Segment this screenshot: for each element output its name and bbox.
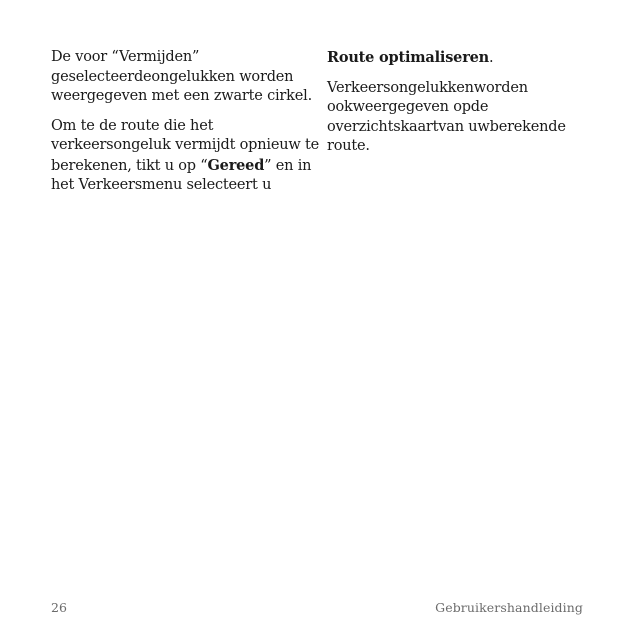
- manual-title: Gebruikershandleiding: [435, 600, 583, 615]
- recalculate-route-text-prefix: Om te de route die het verkeersongeluk vermijdt opnieuw te berekenen, tikt u op “: [51, 117, 319, 174]
- optimize-route-punct: .: [489, 50, 494, 66]
- recalculate-route-text-suffix: ” en in het Verkeersmenu selecteert u: [51, 157, 312, 193]
- left-column: [51, 48, 321, 206]
- optimize-route-paragraph: [327, 48, 597, 69]
- recalculate-route-paragraph: [51, 117, 321, 196]
- avoid-accidents-paragraph: [51, 48, 321, 107]
- page-number: 26: [51, 600, 68, 615]
- done-button-label: Gereed: [207, 156, 265, 174]
- avoid-accidents-text: De voor “Vermijden” geselecteerdeongelukken worden weergegeven met een zwarte cirkel.: [51, 49, 312, 104]
- overview-map-text: Verkeersongelukkenworden ookweergegeven opde overzichtskaartvan uwberekende route.: [327, 79, 566, 154]
- right-column: [327, 48, 597, 167]
- optimize-route-label: Route optimaliseren: [327, 49, 490, 66]
- overview-map-paragraph: [327, 79, 597, 157]
